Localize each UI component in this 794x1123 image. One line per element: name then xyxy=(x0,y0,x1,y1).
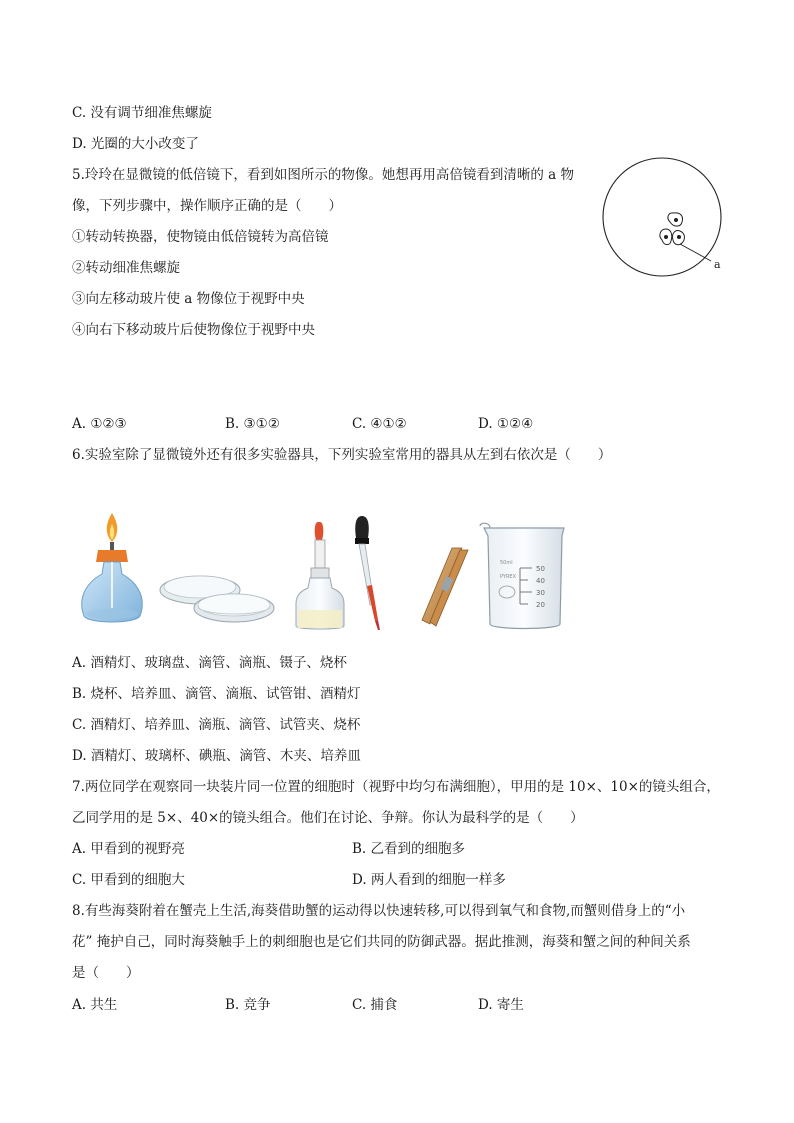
field-of-view-circle xyxy=(603,158,721,276)
q8-option-a: A. 共生 xyxy=(72,997,118,1013)
dropper-bottle-icon xyxy=(296,522,344,629)
wooden-clip-icon xyxy=(422,548,468,626)
svg-text:20: 20 xyxy=(536,601,545,609)
petri-dish-icon xyxy=(160,576,274,622)
q7-stem-line-1: 7.两位同学在观察同一块装片同一位置的细胞时（视野中均匀布满细胞），甲用的是 10×、10×的镜头组合， xyxy=(72,779,720,795)
q4-option-d: D. 光圈的大小改变了 xyxy=(72,136,199,152)
q7-option-b: B. 乙看到的细胞多 xyxy=(352,841,466,857)
q6-option-b: B. 烧杯、培养皿、滴管、滴瓶、试管钳、酒精灯 xyxy=(72,686,361,702)
microscope-field-figure xyxy=(600,166,730,276)
q8-option-c: C. 捕食 xyxy=(352,997,398,1013)
svg-text:30: 30 xyxy=(536,589,545,597)
svg-text:PYREX: PYREX xyxy=(500,574,517,580)
q5-step-3: ③向左移动玻片使 a 物像位于视野中央 xyxy=(72,291,305,307)
q6-stem: 6.实验室除了显微镜外还有很多实验器具，下列实验室常用的器具从左到右依次是（ ） xyxy=(72,447,612,463)
q6-option-d: D. 酒精灯、玻璃杯、碘瓶、滴管、木夹、培养皿 xyxy=(72,748,361,764)
q4-option-c: C. 没有调节细准焦螺旋 xyxy=(72,105,212,121)
q6-option-c: C. 酒精灯、培养皿、滴瓶、滴管、试管夹、烧杯 xyxy=(72,717,361,733)
q7-stem-line-2: 乙同学用的是 5×、40×的镜头组合。他们在讨论、争辩。你认为最科学的是（ ） xyxy=(72,810,584,826)
q5-stem-line-1: 5.玲玲在显微镜的低倍镜下，看到如图所示的物像。她想再用高倍镜看到清晰的 a 物 xyxy=(72,167,575,183)
beaker-icon xyxy=(480,523,564,628)
q5-option-d: D. ①②④ xyxy=(478,416,534,432)
q5-option-a: A. ①②③ xyxy=(72,416,127,432)
q6-option-a: A. 酒精灯、玻璃盘、滴管、滴瓶、镊子、烧杯 xyxy=(72,655,347,671)
label-pointer-line xyxy=(680,244,711,261)
q7-option-d: D. 两人看到的细胞一样多 xyxy=(352,872,506,888)
q8-stem-line-2: 花” 掩护自己，同时海葵触手上的刺细胞也是它们共同的防御武器。据此推测，海葵和蟹之间的种间关系 xyxy=(72,934,691,950)
q5-option-c: C. ④①② xyxy=(352,416,407,432)
svg-text:40: 40 xyxy=(536,577,545,585)
q7-option-c: C. 甲看到的细胞大 xyxy=(72,872,185,888)
figure-label-a: a xyxy=(714,258,721,271)
svg-text:50ml: 50ml xyxy=(500,560,513,566)
svg-text:50: 50 xyxy=(536,565,545,573)
q5-option-b: B. ③①② xyxy=(225,416,280,432)
q5-step-4: ④向右下移动玻片后使物像位于视野中央 xyxy=(72,322,315,338)
lab-equipment-illustration xyxy=(70,508,590,638)
q5-step-1: ①转动转换器，使物镜由低倍镜转为高倍镜 xyxy=(72,229,329,245)
dropper-pipette-icon xyxy=(355,516,380,630)
q8-stem-line-1: 8.有些海葵附着在蟹壳上生活,海葵借助蟹的运动得以快速转移,可以得到氧气和食物,而蟹则借身上的“小 xyxy=(72,903,686,919)
alcohol-lamp-icon xyxy=(82,513,143,622)
q5-step-2: ②转动细准焦螺旋 xyxy=(72,260,180,276)
q5-stem-line-2: 像，下列步骤中，操作顺序正确的是（ ） xyxy=(72,198,342,214)
q8-option-d: D. 寄生 xyxy=(478,997,524,1013)
q8-option-b: B. 竞争 xyxy=(225,997,271,1013)
q7-option-a: A. 甲看到的视野亮 xyxy=(72,841,185,857)
q8-stem-line-3: 是（ ） xyxy=(72,965,140,981)
